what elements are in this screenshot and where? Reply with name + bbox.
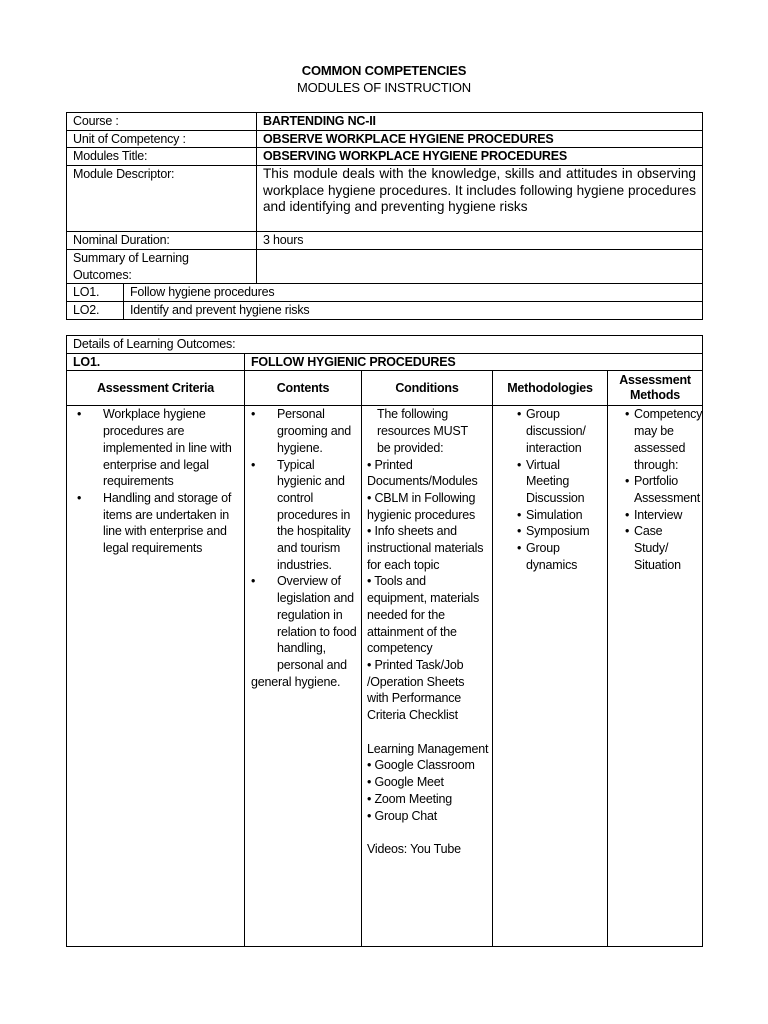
- assessment-methods-list: [625, 406, 703, 573]
- course-value: BARTENDING NC-II: [257, 113, 703, 131]
- conditions-cell: [362, 406, 493, 947]
- assessment-methods-cell: [608, 406, 703, 947]
- page-subtitle: MODULES OF INSTRUCTION: [297, 80, 471, 95]
- col-header-assessment-methods: Assessment Methods: [608, 371, 703, 406]
- lo-title-text: FOLLOW HYGIENIC PROCEDURES: [251, 354, 456, 369]
- outcome-text: Identify and prevent hygiene risks: [124, 301, 703, 319]
- col-header-methodologies: Methodologies: [493, 371, 608, 406]
- outcome-text: Follow hygiene procedures: [124, 284, 703, 302]
- descriptor-label: Module Descriptor:: [67, 166, 257, 232]
- duration-row: [67, 232, 703, 250]
- outcome-row: [67, 301, 703, 319]
- condition-item: • Tools and equipment, materials needed for the attainment of the competency: [367, 574, 480, 656]
- list-item: • Overview of legislation and regulation in relation to food handling, personal and: [271, 573, 357, 673]
- list-item: • Simulation: [526, 507, 603, 524]
- summary-value: [257, 249, 703, 283]
- criteria-list: [75, 406, 240, 556]
- lo-content-row: [67, 406, 703, 947]
- descriptor-value: This module deals with the knowledge, skills and attitudes in observing workplace hygiene procedures. It includes following hygiene procedures and identifying and preventing hygiene risks: [257, 166, 703, 232]
- condition-item: • CBLM in Following hygienic procedures: [367, 490, 476, 522]
- unit-label: Unit of Competency :: [67, 130, 257, 148]
- methodologies-list: [517, 406, 603, 573]
- methodologies-cell: [493, 406, 608, 947]
- condition-item: • Printed Documents/Modules: [367, 457, 478, 489]
- summary-label: Summary of Learning Outcomes:: [67, 249, 257, 283]
- outcome-code: LO1.: [67, 284, 124, 302]
- course-row: [67, 113, 703, 131]
- outcome-row: [67, 284, 703, 302]
- lo-title: [245, 353, 703, 371]
- contents-list: [249, 406, 357, 673]
- list-item: • Group discussion/ interaction: [526, 406, 603, 456]
- details-heading: Details of Learning Outcomes:: [67, 336, 703, 354]
- list-item: • Typical hygienic and control procedures in the hospitality and tourism industries.: [271, 457, 357, 574]
- modules-value: OBSERVING WORKPLACE HYGIENE PROCEDURES: [257, 148, 703, 166]
- list-item: • Competency may be assessed through:: [634, 406, 698, 473]
- learning-outcomes-table: [66, 335, 703, 947]
- list-item: • Handling and storage of items are undertaken in line with enterprise and legal requirements: [97, 490, 240, 557]
- list-item: • Personal grooming and hygiene.: [271, 406, 357, 456]
- unit-row: [67, 130, 703, 148]
- list-item: • Symposium: [526, 523, 603, 540]
- learning-management-item: • Group Chat: [367, 808, 438, 823]
- list-item: • Interview: [634, 507, 698, 524]
- learning-management-item: • Google Meet: [367, 775, 444, 790]
- col-header-conditions: Conditions: [362, 371, 493, 406]
- page-title: COMMON COMPETENCIES: [301, 63, 467, 78]
- contents-tail: general hygiene.: [251, 674, 341, 689]
- learning-management-item: • Google Classroom: [367, 758, 475, 773]
- lo-code: [67, 353, 245, 371]
- contents-cell: [245, 406, 362, 947]
- list-item: • Workplace hygiene procedures are implemented in line with enterprise and legal requirements: [97, 406, 240, 490]
- outcome-code: LO2.: [67, 301, 124, 319]
- learning-management-item: • Zoom Meeting: [367, 791, 452, 806]
- col-header-criteria: Assessment Criteria: [67, 371, 245, 406]
- modules-row: [67, 148, 703, 166]
- list-item: • Case Study/ Situation: [634, 523, 698, 573]
- list-item: • Portfolio Assessment: [634, 473, 698, 506]
- unit-value: OBSERVE WORKPLACE HYGIENE PROCEDURES: [257, 130, 703, 148]
- condition-item: • Info sheets and instructional materials for each topic: [367, 524, 484, 572]
- conditions-intro: The following resources MUST be provided:: [377, 407, 468, 455]
- lo-title-row: [67, 353, 703, 371]
- list-item: • Group dynamics: [526, 540, 603, 573]
- details-heading-row: [67, 336, 703, 354]
- condition-item: • Printed Task/Job /Operation Sheets with Performance Criteria Checklist: [367, 657, 465, 723]
- modules-label: Modules Title:: [67, 148, 257, 166]
- module-info-table: [66, 112, 703, 320]
- criteria-cell: [67, 406, 245, 947]
- descriptor-row: [67, 166, 703, 232]
- course-label: Course :: [67, 113, 257, 131]
- learning-management-label: Learning Management: [367, 741, 489, 756]
- col-header-contents: Contents: [245, 371, 362, 406]
- column-header-row: [67, 371, 703, 406]
- duration-value: 3 hours: [257, 232, 703, 250]
- duration-label: Nominal Duration:: [67, 232, 257, 250]
- summary-row: [67, 249, 703, 283]
- lo-code-text: LO1.: [73, 354, 100, 369]
- list-item: • Virtual Meeting Discussion: [526, 457, 603, 507]
- videos-line: Videos: You Tube: [367, 842, 461, 857]
